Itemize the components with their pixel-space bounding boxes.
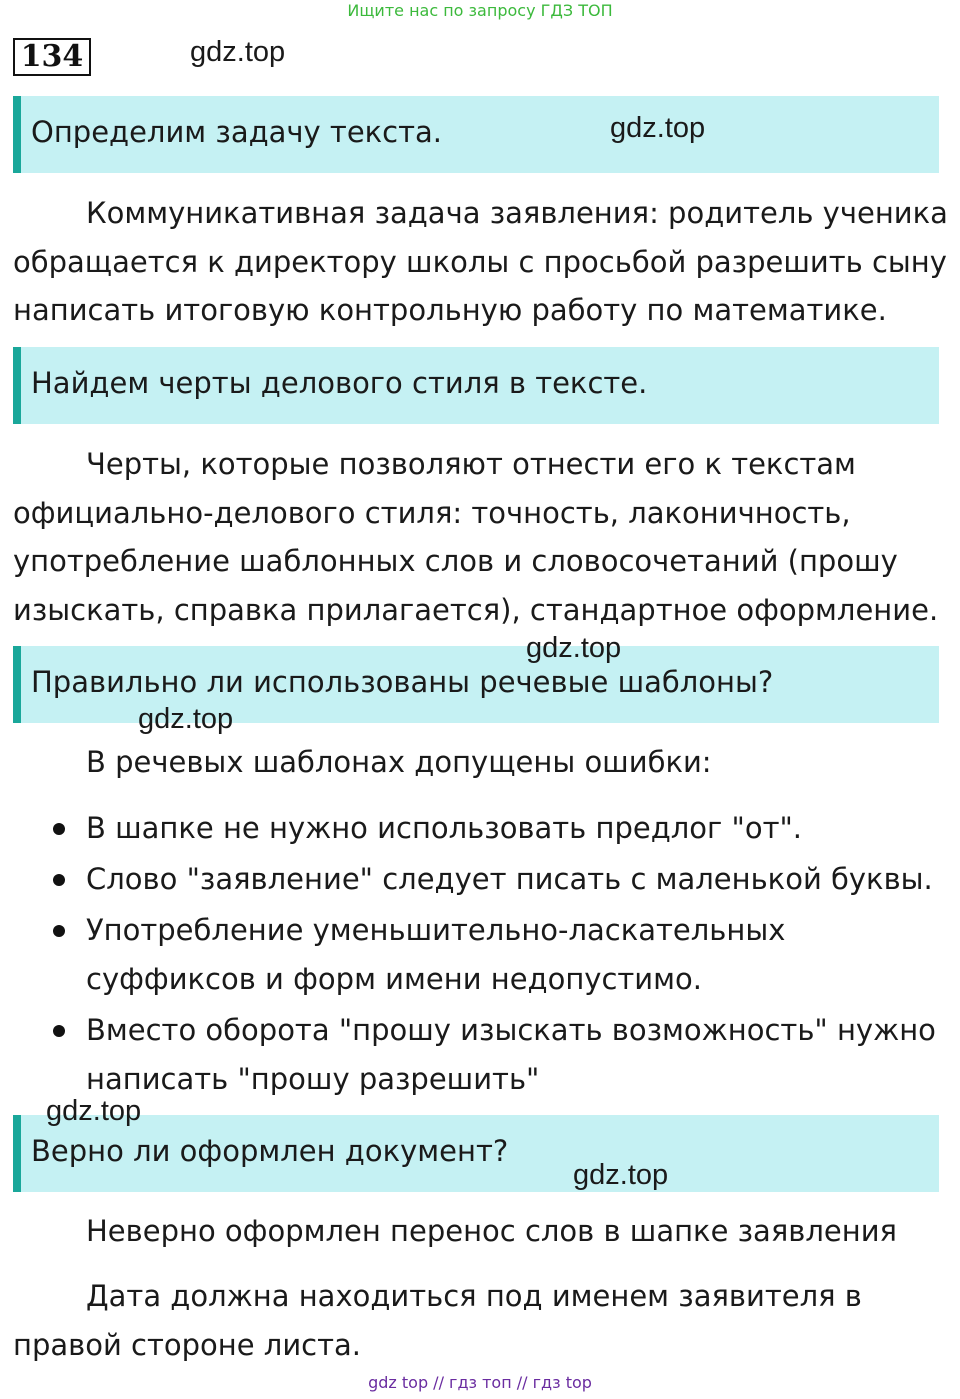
paragraph-text: Коммуникативная задача заявления: родитель ученика обращается к директору школы с просьбой разрешить сыну написать итоговую контрольную работу по математике. [13, 196, 948, 327]
bullet-icon [53, 925, 65, 937]
watermark: gdz.top [46, 1095, 142, 1127]
watermark: gdz.top [190, 36, 286, 68]
list-item [13, 906, 948, 1004]
paragraph-text: В речевых шаблонах допущены ошибки: [86, 745, 712, 779]
task-number: 134 [13, 38, 91, 76]
list-item [13, 804, 948, 853]
top-banner: Ищите нас по запросу ГДЗ ТОП [347, 1, 613, 20]
paragraph-text: Дата должна находиться под именем заявителя в правой стороне листа. [13, 1279, 862, 1362]
section-title: Определим задачу текста. [31, 115, 443, 149]
paragraph [13, 440, 948, 634]
section-header [13, 96, 939, 173]
bullet-icon [53, 1025, 65, 1037]
watermark: gdz.top [526, 632, 622, 664]
section-header [13, 347, 939, 424]
section-title: Найдем черты делового стиля в тексте. [31, 366, 648, 400]
list-item-text: Вместо оборота "прошу изыскать возможность" нужно написать "прошу разрешить" [86, 1013, 936, 1096]
list-item-text: Слово "заявление" следует писать с маленькой буквы. [86, 862, 933, 896]
list-item-text: Употребление уменьшительно-ласкательных суффиксов и форм имени недопустимо. [86, 913, 786, 996]
paragraph-text: Черты, которые позволяют отнести его к текстам официально-делового стиля: точность, лаконичность, употребление шаблонных слов и словосочетаний (прошу изыскать, справка прилагается), стандартное оформление. [13, 447, 939, 627]
bullet-icon [53, 874, 65, 886]
section-header [13, 1115, 939, 1192]
bullet-icon [53, 823, 65, 835]
paragraph [13, 1207, 948, 1256]
list-item-text: В шапке не нужно использовать предлог "от". [86, 811, 803, 845]
watermark: gdz.top [138, 703, 234, 735]
watermark: gdz.top [573, 1159, 669, 1191]
section-title: Верно ли оформлен документ? [31, 1134, 509, 1168]
paragraph-text: Неверно оформлен перенос слов в шапке заявления [86, 1214, 897, 1248]
paragraph [13, 738, 948, 787]
paragraph [13, 1272, 948, 1369]
section-title: Правильно ли использованы речевые шаблоны? [31, 665, 774, 699]
paragraph [13, 189, 948, 335]
watermark: gdz.top [610, 112, 706, 144]
error-list [13, 804, 948, 1106]
list-item [13, 855, 948, 904]
list-item [13, 1006, 948, 1104]
footer-links: gdz top // гдз топ // гдз top [368, 1373, 592, 1392]
